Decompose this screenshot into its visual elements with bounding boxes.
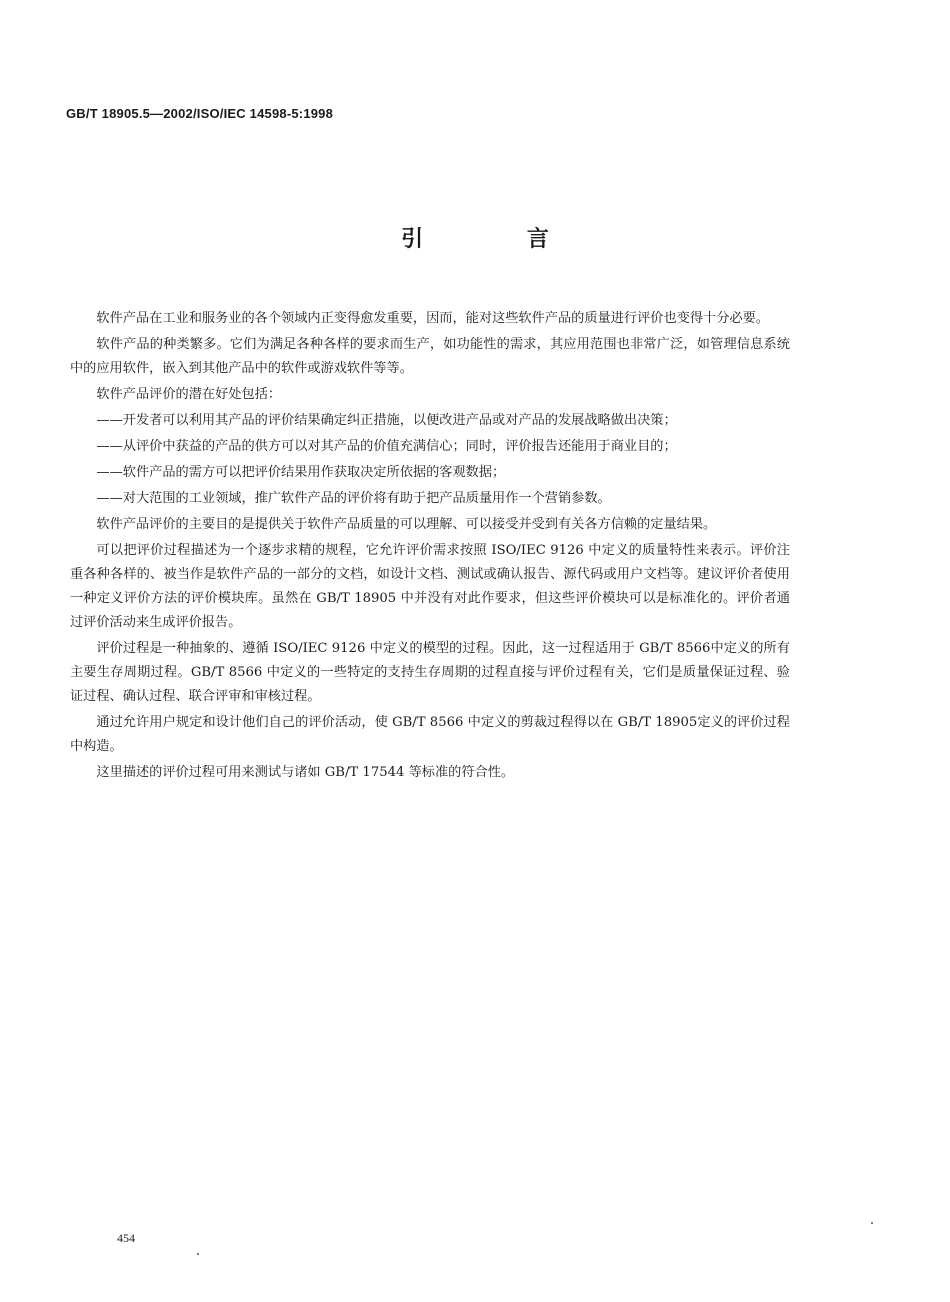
scan-speck bbox=[197, 1253, 199, 1255]
paragraph: 软件产品在工业和服务业的各个领域内正变得愈发重要，因而，能对这些软件产品的质量进行评价也变得十分必要。 bbox=[96, 311, 769, 326]
paragraph: 评价过程是一种抽象的、遵循 ISO/IEC 9126 中定义的模型的过程。因此，这一过程适用于 GB/T 8566中定义的所有主要生存周期过程。GB/T 8566 中定义的一些特定的支持生存周期的过程直接与评价过程有关，它们是质量保证过程、验证过程、确认过程、联合评审和审核过程。 bbox=[70, 641, 790, 704]
list-item: ——软件产品的需方可以把评价结果用作获取决定所依据的客观数据； bbox=[96, 465, 506, 480]
list-item: ——对大范围的工业领域，推广软件产品的评价将有助于把产品质量用作一个营销参数。 bbox=[96, 491, 611, 506]
paragraph: 软件产品评价的主要目的是提供关于软件产品质量的可以理解、可以接受并受到有关各方信赖的定量结果。 bbox=[96, 517, 717, 532]
standard-code-header: GB/T 18905.5—2002/ISO/IEC 14598-5:1998 bbox=[66, 106, 334, 121]
page-number: 454 bbox=[117, 1231, 135, 1245]
paragraph: 软件产品的种类繁多。它们为满足各种各样的要求而生产，如功能性的需求，其应用范围也非常广泛，如管理信息系统中的应用软件，嵌入到其他产品中的软件或游戏软件等等。 bbox=[70, 337, 790, 376]
list-item: ——从评价中获益的产品的供方可以对其产品的价值充满信心；同时，评价报告还能用于商业目的； bbox=[96, 439, 677, 454]
page-title: 引 言 bbox=[401, 227, 597, 252]
paragraph: 通过允许用户规定和设计他们自己的评价活动，使 GB/T 8566 中定义的剪裁过程得以在 GB/T 18905定义的评价过程中构造。 bbox=[70, 715, 790, 754]
paragraph: 这里描述的评价过程可用来测试与诸如 GB/T 17544 等标准的符合性。 bbox=[96, 765, 515, 780]
paragraph: 软件产品评价的潜在好处包括： bbox=[96, 387, 282, 402]
scan-speck bbox=[871, 1222, 873, 1224]
list-item: ——开发者可以利用其产品的评价结果确定纠正措施，以便改进产品或对产品的发展战略做出决策； bbox=[96, 413, 677, 428]
document-body bbox=[70, 307, 790, 787]
paragraph: 可以把评价过程描述为一个逐步求精的规程，它允许评价需求按照 ISO/IEC 9126 中定义的质量特性来表示。评价注重各种各样的、被当作是软件产品的一部分的文档，如设计文档、测试或确认报告、源代码或用户文档等。建议评价者使用一种定义评价方法的评价模块库。虽然在 GB/T 18905 中并没有对此作要求，但这些评价模块可以是标准化的。评价者通过评价活动来生成评价报告。 bbox=[70, 543, 790, 630]
